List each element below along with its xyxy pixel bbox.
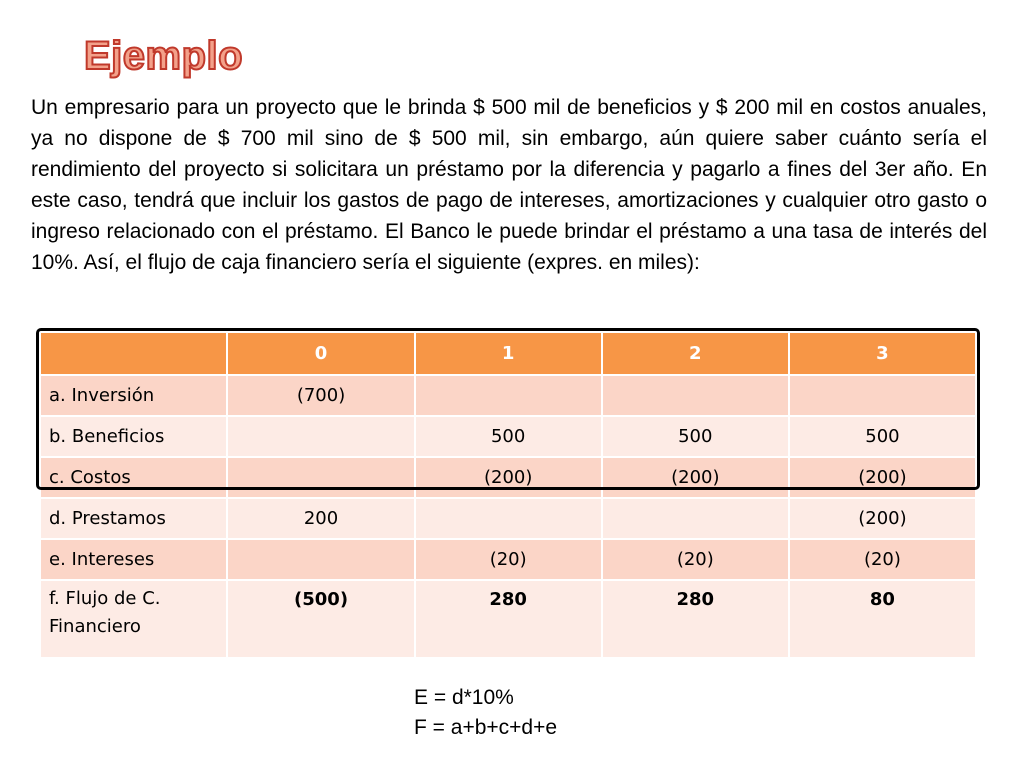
table-row-flujo-financiero (41, 581, 975, 657)
table-cell: 80 (790, 581, 975, 657)
table-cell (228, 417, 413, 456)
table-cell (416, 499, 601, 538)
table-cell: (500) (228, 581, 413, 657)
table-cell (790, 376, 975, 415)
table-cell: 500 (416, 417, 601, 456)
table-cell (603, 376, 788, 415)
table-cell (228, 540, 413, 579)
table-cell: (20) (603, 540, 788, 579)
formulas (414, 683, 557, 743)
header-cell-year-1: 1 (416, 333, 601, 374)
table-row-inversion (41, 376, 975, 415)
cash-flow-table-container (41, 331, 975, 659)
table-cell: (200) (603, 458, 788, 497)
table-cell: (200) (416, 458, 601, 497)
problem-statement: Un empresario para un proyecto que le brinda $ 500 mil de beneficios y $ 200 mil en costos anuales, ya no dispone de $ 700 mil sino de $ 500 mil, sin embargo, aún quiere saber cuánto sería el rendimiento del proyecto si solicitara un préstamo por la diferencia y pagarlo a fines del 3er año. En este caso, tendrá que incluir los gastos de pago de intereses, amortizaciones y cualquier otro gasto o ingreso relacionado con el préstamo. El Banco le puede brindar el préstamo a una tasa de interés del 10%. Así, el flujo de caja financiero sería el siguiente (expres. en miles): (31, 96, 987, 274)
row-label: f. Flujo de C. Financiero (41, 581, 226, 657)
table-row-beneficios (41, 417, 975, 456)
row-label: b. Beneficios (41, 417, 226, 456)
table-cell: 280 (416, 581, 601, 657)
formula-f: F = a+b+c+d+e (414, 716, 558, 739)
header-cell-year-0: 0 (228, 333, 413, 374)
table-row-prestamos (41, 499, 975, 538)
table-cell (228, 458, 413, 497)
table-cell: (200) (790, 458, 975, 497)
table-cell (603, 499, 788, 538)
table-cell: 280 (603, 581, 788, 657)
header-cell-year-3: 3 (790, 333, 975, 374)
table-cell: 200 (228, 499, 413, 538)
table-cell: 500 (603, 417, 788, 456)
table-cell: (20) (790, 540, 975, 579)
table-row-intereses (41, 540, 975, 579)
table-cell: (700) (228, 376, 413, 415)
table-cell: 500 (790, 417, 975, 456)
formula-e: E = d*10% (414, 686, 514, 709)
header-cell-year-2: 2 (603, 333, 788, 374)
table-header-row (41, 333, 975, 374)
row-label: d. Prestamos (41, 499, 226, 538)
row-label: a. Inversión (41, 376, 226, 415)
row-label: e. Intereses (41, 540, 226, 579)
table-cell (416, 376, 601, 415)
table-row-costos (41, 458, 975, 497)
table-cell: (20) (416, 540, 601, 579)
row-label: c. Costos (41, 458, 226, 497)
table-cell: (200) (790, 499, 975, 538)
slide-title: Ejemplo (84, 34, 244, 78)
header-cell-label (41, 333, 226, 374)
cash-flow-table (39, 331, 977, 659)
